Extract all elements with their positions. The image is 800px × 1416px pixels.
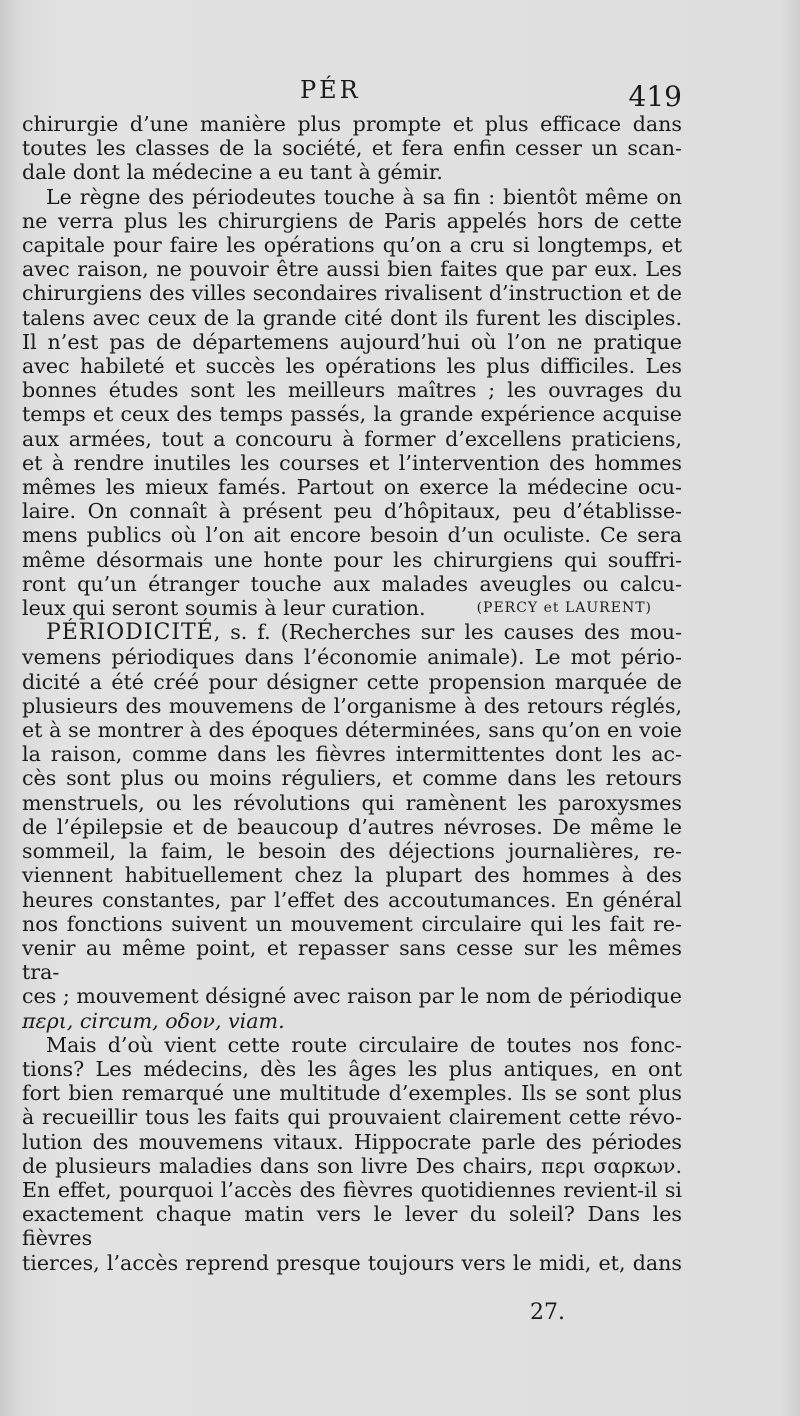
text-line: tierces, l’accès reprend presque toujours vers le midi, et, dans (22, 1250, 682, 1275)
entry-heading-line (22, 620, 682, 645)
text-line: ne verra plus les chirurgiens de Paris appelés hors de cette (22, 208, 682, 233)
entry-heading-rest: , s. f. (Recherches sur les causes des mou- (213, 620, 682, 645)
text-line: aux armées, tout a concouru à former d’excellens praticiens, (22, 426, 682, 451)
text-line: fort bien remarqué une multitude d’exemples. Ils se sont plus (22, 1081, 682, 1106)
entry-term: PÉRIODICITÉ (46, 620, 214, 646)
text-line: et à se montrer à des époques déterminées, sans qu’on en voie (22, 718, 682, 743)
text-line: talens avec ceux de la grande cité dont ils furent les disciples. (22, 305, 682, 330)
text-line: plusieurs des mouvemens de l’organisme à des retours réglés, (22, 693, 682, 718)
paragraph (22, 620, 682, 1032)
text-line: de l’épilepsie et de beaucoup d’autres névroses. De même le (22, 814, 682, 839)
text-line: dicité a été créé pour désigner cette propension marquée de (22, 669, 682, 694)
text-line: avec habileté et succès les opérations les plus difficiles. Les (22, 354, 682, 379)
text-line: heures constantes, par l’effet des accoutumances. En général (22, 887, 682, 912)
paragraph (22, 112, 682, 185)
text-line: même désormais une honte pour les chirurgiens qui souffri- (22, 547, 682, 572)
text-line: temps et ceux des temps passés, la grande expérience acquise (22, 402, 682, 427)
text-line (22, 596, 682, 620)
text-line: de plusieurs maladies dans son livre Des chairs, περι σαρκων. (22, 1153, 682, 1178)
text-line: chirurgie d’une manière plus prompte et plus efficace dans (22, 112, 682, 136)
text-line-content: leux qui seront soumis à leur curation. (22, 596, 426, 621)
text-line: la raison, comme dans les fièvres intermittentes dont les ac- (22, 742, 682, 767)
text-line: ces ; mouvement désigné avec raison par le nom de périodique (22, 984, 682, 1009)
text-line: viennent habituellement chez la plupart des hommes à des (22, 863, 682, 888)
text-line: lution des mouvemens vitaux. Hippocrate parle des périodes (22, 1129, 682, 1154)
author-signature: (PERCY et LAURENT) (476, 600, 652, 617)
text-line: En effet, pourquoi l’accès des fièvres quotidiennes revient-il si (22, 1177, 682, 1202)
text-line: laire. On connaît à présent peu d’hôpitaux, peu d’établisse- (22, 499, 682, 524)
paragraph (22, 1033, 682, 1275)
text-line: sommeil, la faim, le besoin des déjections journalières, re- (22, 839, 682, 864)
text-line: ront qu’un étranger touche aux malades aveugles ou calcu- (22, 571, 682, 596)
text-line: avec raison, ne pouvoir être aussi bien faites que par eux. Les (22, 257, 682, 282)
text-line: dale dont la médecine a eu tant à gémir. (22, 160, 443, 185)
running-head: PÉR (300, 76, 361, 104)
text-line: nos fonctions suivent un mouvement circulaire qui les fait re- (22, 911, 682, 936)
text-line: Il n’est pas de départemens aujourd’hui où l’on ne pratique (22, 329, 682, 354)
text-line: toutes les classes de la société, et fera enfin cesser un scan- (22, 136, 682, 161)
text-line: tions? Les médecins, dès les âges les plus antiques, en ont (22, 1056, 682, 1081)
text-line: cès sont plus ou moins réguliers, et comme dans les retours (22, 766, 682, 791)
text-line: chirurgiens des villes secondaires rivalisent d’instruction et de (22, 281, 682, 306)
page-body (22, 112, 682, 1275)
text-line: à recueillir tous les faits qui prouvaient clairement cette révo- (22, 1105, 682, 1130)
signature-mark: 27. (530, 1300, 565, 1325)
text-line: bonnes études sont les meilleurs maîtres ; les ouvrages du (22, 378, 682, 403)
paragraph (22, 185, 682, 621)
text-line: mens publics où l’on ait encore besoin d’un oculiste. Ce sera (22, 523, 682, 548)
text-line: exactement chaque matin vers le lever du soleil? Dans les fièvres (22, 1202, 682, 1251)
text-line: menstruels, ou les révolutions qui ramènent les paroxysmes (22, 790, 682, 815)
page-header (0, 76, 800, 116)
text-line: capitale pour faire les opérations qu’on a cru si longtemps, et (22, 233, 682, 258)
text-line: mêmes les mieux famés. Partout on exerce la médecine ocu- (22, 475, 682, 500)
text-line: et à rendre inutiles les courses et l’intervention des hommes (22, 450, 682, 475)
page-number: 419 (628, 80, 682, 113)
text-line: venir au même point, et repasser sans cesse sur les mêmes tra- (22, 935, 682, 985)
text-line: vemens périodiques dans l’économie animale). Le mot pério- (22, 645, 682, 670)
text-line: περι, circum, οδον, viam. (22, 1008, 285, 1033)
text-line: Mais d’où vient cette route circulaire de toutes nos fonc- (46, 1032, 682, 1057)
text-line: Le règne des périodeutes touche à sa fin : bientôt même on (46, 184, 682, 209)
